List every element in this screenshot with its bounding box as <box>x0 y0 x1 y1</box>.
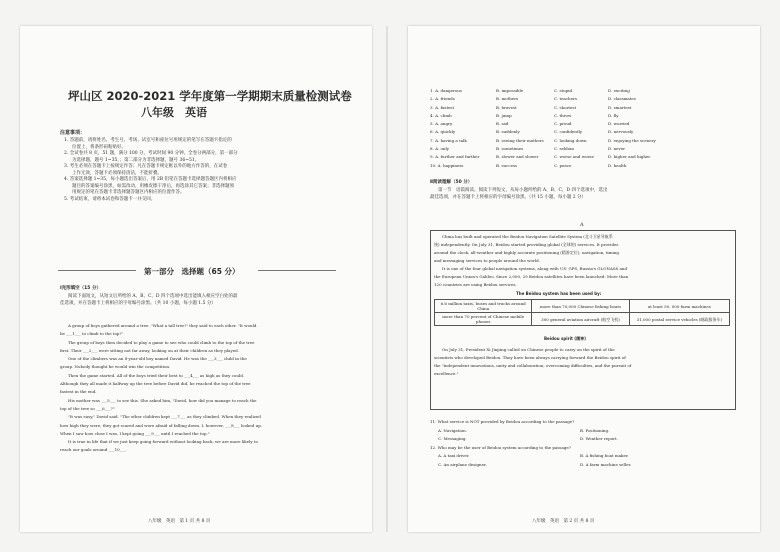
q12-option-b: B. A fishing boat maker. <box>580 453 629 458</box>
option-a: 10. A. happiness <box>430 162 464 168</box>
cloze-options <box>430 88 750 171</box>
table-cell: 300 general aviation aircraft (航空飞机) <box>532 313 629 326</box>
notes-heading: 注意事项： <box>60 130 86 136</box>
option-row <box>430 129 750 137</box>
instruction-line: 第一节 语篇阅读。阅读下列短文，从每小题所给的 A、B、C、D 四个选项中，选出 <box>438 188 608 193</box>
page-two <box>408 26 760 532</box>
instruction-line: 阅读下面短文，从短文后所给的 A、B、C、D 四个选项中选出能填入相应空白处的最 <box>68 294 238 299</box>
instruction-line: 佳选项，并在答题卡上将相应的字母编号涂黑。（共 10 小题，每小题 1.5 分） <box>60 300 216 306</box>
option-d: D. health <box>608 162 627 168</box>
option-row <box>430 96 750 104</box>
option-row <box>430 105 750 113</box>
option-b: B. jump <box>496 112 512 118</box>
option-c: C. throw <box>554 112 572 118</box>
option-b: B. seeing their mothers <box>496 137 544 143</box>
cloze-line: group. Nobody thought he would win the competition. <box>60 364 171 370</box>
option-a: 2. A. friends <box>430 96 455 102</box>
option-row <box>430 138 750 146</box>
option-row <box>430 113 750 121</box>
option-b: B. success <box>496 162 518 168</box>
cloze-line: be ___1___ to climb to the top!" <box>60 331 123 337</box>
option-row <box>430 154 750 162</box>
exam-title: 坪山区 2020-2021 学年度第一学期期末质量检测试卷 <box>68 89 352 103</box>
cloze-line: One of the climbers was an 8-year-old boy named David. He was the ___3___ child in the <box>68 356 247 362</box>
spirit-line: the "independent innovations, unity and collaboration, overcoming difficulties, and the pursuit of <box>434 363 632 368</box>
passage-line: It is one of the four global navigation systems, along with US' GPS, Russia's GLONASS and <box>442 266 628 271</box>
spirit-text <box>434 346 730 378</box>
cloze-line: When I saw how close I was, I kept going ___9___ until I reached the top." <box>60 430 210 436</box>
notes-list <box>64 138 344 203</box>
cloze-line: The group of boys then decided to play a game to see who could climb to the top of the tree <box>68 339 255 345</box>
table-cell: more than 70,000 Chinese fishing boats <box>532 300 629 313</box>
option-c: C. proud <box>554 121 572 127</box>
option-a: 3. A. fastest <box>430 104 455 110</box>
table-cell: 6.6 million taxis, buses and trucks around China <box>435 300 532 313</box>
table-cell: more than 70 percent of Chinese mobile phones <box>435 313 532 326</box>
option-a: 7. A. having a talk <box>430 137 467 143</box>
option-row <box>430 163 750 171</box>
option-a: 4. A. climb <box>430 112 452 118</box>
instruction-line: 最佳选项，并在答题卡上将相应的字母编号涂黑。（共 15 小题，每小题 2 分） <box>430 194 587 200</box>
option-a: 8. A. only <box>430 146 450 152</box>
option-c: C. teachers <box>554 96 577 102</box>
table-cell: 31,000 postal service vehicles (邮政服务车) <box>629 313 729 326</box>
passage-line: the European Union's Galileo. Since 2,000, 29 Beidou satellites have been launched. More than <box>434 274 629 279</box>
spirit-title: Beidou spirit (精神) <box>544 336 586 341</box>
note-line: 2. 全试卷共 8 页，51 题，满分 100 分，考试时间 90 分钟。全卷分两部分，第一部分 <box>64 151 238 156</box>
note-line: 4. 答案选择题 1~35，每小题选出答案后，用 2B 铅笔在答题卡选择题答题区内将相应 <box>64 177 237 182</box>
spirit-line: On July 31, President Xi Jinping called on Chinese people to carry on the spirit of the <box>442 347 615 352</box>
option-d: D. smartest <box>608 104 632 110</box>
spirit-line: scientists who developed Beidou. They have been always carrying forward the Beidou spirit of <box>434 355 626 360</box>
q11-option-a: A. Navigation. <box>438 427 467 433</box>
passage-text <box>434 233 730 289</box>
cloze-passage <box>60 322 360 455</box>
option-d: D. fly <box>608 112 619 118</box>
table-row <box>435 300 730 313</box>
option-c: C. worse and worse <box>554 154 594 160</box>
passage-letter: A <box>580 222 584 228</box>
note-line: 上作无效，答题卡必须保持清洁，不能折叠。 <box>72 170 162 176</box>
option-a: 9. A. further and further <box>430 154 480 160</box>
divider-right <box>258 270 336 271</box>
questions <box>430 418 740 469</box>
q12-option-c: C. An airplane designer. <box>438 461 487 467</box>
q11-option-d: D. Weather report. <box>580 436 618 441</box>
cloze-line: It is true in life that if we just keep going forward without looking back, we are more likely to <box>68 439 258 445</box>
page-one <box>20 26 372 532</box>
passage-line: 120 countries are using Beidou services. <box>434 282 517 287</box>
option-b: B. suddenly <box>496 129 520 135</box>
option-c: C. stupid <box>554 88 573 93</box>
option-a: 1. A. dangerous <box>430 88 462 93</box>
option-b: B. impossible <box>496 88 524 93</box>
note-line: 3. 考生必须在答题卡上按规定作答；凡在答题卡规定框以外的地方作答的，在试卷 <box>64 164 228 169</box>
option-d: D. enjoying the scenery <box>608 137 656 143</box>
option-c: C. confidently <box>554 129 583 135</box>
passage-line: and messaging services to people around the world. <box>434 258 540 263</box>
cloze-line: top of the tree so ___6___?" <box>60 405 115 411</box>
option-c: C. looking down <box>554 137 587 143</box>
option-a: 5. A. angry <box>430 121 453 127</box>
cloze-line: reach our goals around ___10___. <box>60 447 127 453</box>
option-c: C. seldom <box>554 146 574 152</box>
section2-heading: Ⅱ阅读理解（50 分） <box>430 180 473 185</box>
option-b: B. sometimes <box>496 146 524 152</box>
cloze-line: first. Their ___2___ were sitting not far away, looking on at their children as they played. <box>60 347 239 353</box>
passage-line: 统) independently. On July 31, Beidou started providing global (全球的) services. It provides <box>434 242 619 247</box>
exam-subtitle: 八年级 英语 <box>141 106 207 119</box>
option-d: D. never <box>608 146 626 152</box>
page-footer: 八年级 英语 第 1 页 共 8 页 <box>148 519 211 524</box>
cloze-line: fastest in the end. <box>60 389 97 395</box>
section1-instructions <box>60 294 350 307</box>
option-b: B. slower and slower <box>496 154 539 160</box>
q12-option-d: D. A farm machine seller. <box>580 461 632 467</box>
option-d: D. worried <box>608 121 630 127</box>
option-d: D. higher and higher <box>608 154 651 160</box>
spirit-line: excellence." <box>434 371 459 376</box>
option-d: D. exciting <box>608 88 630 93</box>
note-line: 为选择题，题号 1~35，；第二部分为非选择题，题号 36~51。 <box>72 157 200 163</box>
section1-heading: Ⅰ完形填空（15 分） <box>60 286 102 291</box>
q11-options-row1 <box>430 427 740 436</box>
option-c: C. shortest <box>554 104 577 110</box>
divider-left <box>58 270 136 271</box>
cloze-line: Then the game started. All of the boys tried their best to ___4___ as high as they could. <box>68 372 245 378</box>
table-row <box>435 313 730 326</box>
q11-option-b: B. Positioning. <box>580 427 610 433</box>
cloze-line: "It was easy," David said. "The other children kept ___7___ as they climbed. When they realized <box>68 414 261 420</box>
page-footer: 八年级 英语 第 2 页 共 8 页 <box>532 519 595 524</box>
option-row <box>430 88 750 96</box>
option-a: 6. A. quickly <box>430 129 456 135</box>
option-row <box>430 146 750 154</box>
note-line: 用规定的笔在答题卡非选择题答题区内相应的位置作答。 <box>72 190 185 195</box>
table-cell: at least 50, 000 farm machines <box>629 300 729 313</box>
page-spine <box>386 26 388 532</box>
note-line: 1. 答题前，请将姓名、考生号、考场、试室号和座位号用规定的笔写在答题卡指定的 <box>64 138 232 143</box>
q11-option-c: C. Messaging. <box>438 436 467 441</box>
option-b: B. bravest <box>496 104 517 110</box>
question-12: 12. Who may be the user of Beidou system according to the passage? <box>430 444 571 450</box>
part-one-heading: 第一部分 选择题（65 分） <box>144 267 240 276</box>
cloze-line: His mother was ___5___ to see this. She asked him, "David, how did you manage to reach the <box>68 397 257 403</box>
question-11: 11. What service is NOT provided by Beidou according to the passage? <box>430 419 575 424</box>
cloze-line: Although they all made it halfway up the tree before David did, he reached the top of the tree <box>60 381 251 387</box>
cloze-line: A group of boys gathered around a tree. "What a tall tree!" they said to each other. "It would <box>68 323 257 328</box>
cloze-line: how high they were, they got scared and were afraid of falling down. I, however, ___8___ looked up. <box>60 422 263 428</box>
option-d: D. nervously <box>608 129 634 135</box>
option-b: B. sad <box>496 121 509 127</box>
q12-options-row1 <box>430 452 740 461</box>
passage-line: around the clock, all-weather and highly accurate positioning (精准定位), navigation, timing <box>434 250 619 255</box>
q12-options-row2 <box>430 461 740 470</box>
note-line: 题目的答案编号涂黑，如需改动，用橡皮擦干净后，再选涂其它答案；非选择题须 <box>72 183 234 189</box>
table-title: The Beidou system has been used by: <box>516 291 602 296</box>
note-line: 位置上，将条形码粘贴好。 <box>72 144 126 150</box>
option-row <box>430 121 750 129</box>
passage-line: China has built and operated the Beidou Navigation Satellite System (北斗卫星导航系 <box>442 234 613 239</box>
section2-instructions <box>430 188 740 201</box>
q12-option-a: A. A taxi driver. <box>438 453 470 458</box>
q11-options-row2 <box>430 435 740 444</box>
option-b: B. mothers <box>496 96 519 102</box>
note-line: 5. 考试结束，请将本试卷和答题卡一并交回。 <box>64 196 156 202</box>
option-c: C. peace <box>554 162 572 168</box>
option-d: D. classmates <box>608 96 636 102</box>
beidou-usage-table <box>434 299 730 326</box>
